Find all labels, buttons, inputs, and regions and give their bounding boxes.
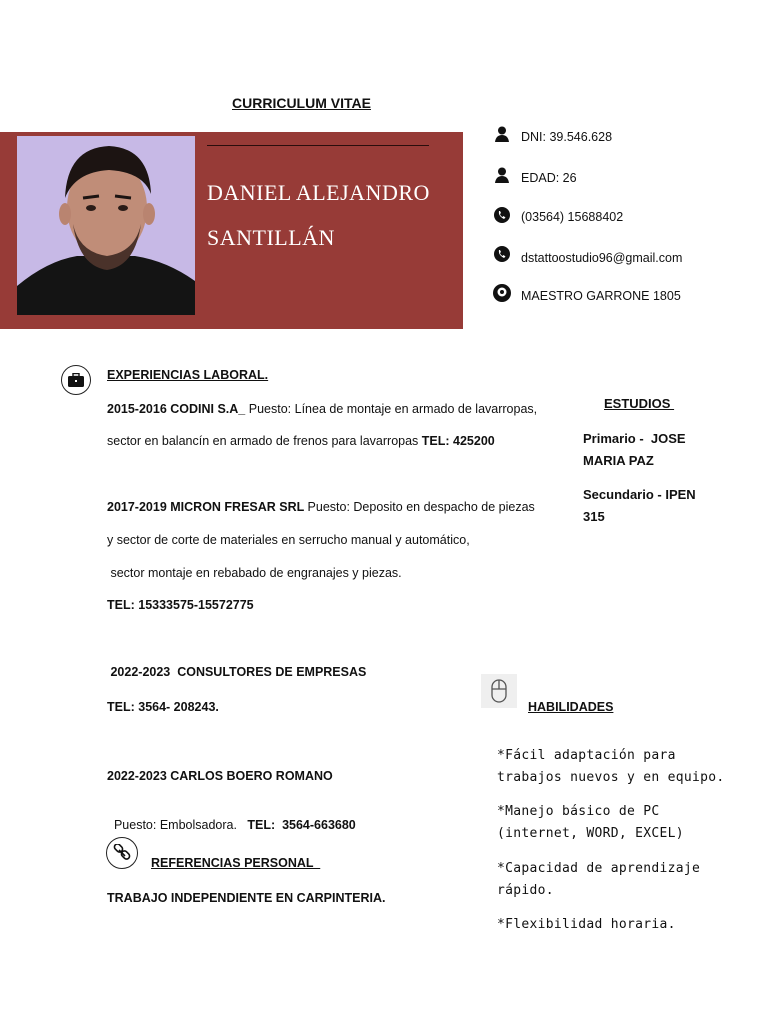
job4-line1: 2022-2023 CARLOS BOERO ROMANO xyxy=(107,769,333,783)
skill-2-line2: (internet, WORD, EXCEL) xyxy=(497,826,684,841)
job1-period-company: 2015-2016 CODINI S.A_ xyxy=(107,402,249,416)
page-title: CURRICULUM VITAE xyxy=(232,95,371,111)
person-icon xyxy=(495,167,509,188)
contact-age: EDAD: 26 xyxy=(521,171,577,185)
phone-icon xyxy=(494,207,510,228)
references-heading: REFERENCIAS PERSONAL xyxy=(151,856,321,870)
person-icon xyxy=(495,126,509,147)
job1-line2 xyxy=(107,434,495,448)
job3-line1: 2022-2023 CONSULTORES DE EMPRESAS xyxy=(107,665,367,679)
job1-role: Puesto: Línea de montaje en armado de lavarropas, xyxy=(248,402,538,416)
portrait-illustration xyxy=(17,136,195,315)
studies-secondary-2: 315 xyxy=(583,509,605,524)
studies-primary-1: Primario - JOSE xyxy=(583,431,686,446)
job2-line1 xyxy=(107,500,535,514)
profile-photo xyxy=(17,136,195,315)
name-last: SANTILLÁN xyxy=(207,225,335,250)
job3-tel: TEL: 3564- 208243. xyxy=(107,700,219,714)
skill-3-line1: *Capacidad de aprendizaje xyxy=(497,861,701,876)
name-divider xyxy=(207,145,429,146)
job1-tel: TEL: 425200 xyxy=(421,434,495,448)
job4-tel: TEL: 3564-663680 xyxy=(247,818,356,832)
skill-4: *Flexibilidad horaria. xyxy=(497,917,676,932)
studies-secondary-1: Secundario - IPEN xyxy=(583,487,696,502)
skill-2-line1: *Manejo básico de PC xyxy=(497,804,660,819)
job2-tel: TEL: 15333575-15572775 xyxy=(107,598,254,612)
mouse-icon xyxy=(481,674,517,708)
job4-line2 xyxy=(107,804,356,832)
skill-3-line2: rápido. xyxy=(497,883,554,898)
contact-phone: (03564) 15688402 xyxy=(521,210,624,224)
job2-line3: sector montaje en rebabado de engranajes y piezas. xyxy=(107,566,402,580)
references-text: TRABAJO INDEPENDIENTE EN CARPINTERIA. xyxy=(107,891,386,905)
location-pin-icon xyxy=(493,284,511,307)
job2-line2: y sector de corte de materiales en serrucho manual y automático, xyxy=(107,533,470,547)
chain-link-icon xyxy=(106,837,138,869)
skill-1-line1: *Fácil adaptación para xyxy=(497,748,676,763)
experience-heading: EXPERIENCIAS LABORAL. xyxy=(107,368,269,382)
job1-line1 xyxy=(107,402,537,416)
studies-heading: ESTUDIOS xyxy=(604,396,675,411)
skills-heading: HABILIDADES xyxy=(528,700,614,714)
contact-dni: DNI: 39.546.628 xyxy=(521,130,613,144)
phone-icon xyxy=(494,246,510,267)
studies-primary-2: MARIA PAZ xyxy=(583,453,654,468)
job4-role: Puesto: Embolsadora. xyxy=(113,818,248,832)
contact-address: MAESTRO GARRONE 1805 xyxy=(521,289,681,303)
skill-1-line2: trabajos nuevos y en equipo. xyxy=(497,770,725,785)
job1-role-cont: sector en balancín en armado de frenos para lavarropas xyxy=(107,434,422,448)
briefcase-icon xyxy=(61,365,91,395)
name-first: DANIEL ALEJANDRO xyxy=(207,180,430,205)
job2-role: Puesto: Deposito en despacho de piezas xyxy=(307,500,535,514)
contact-email[interactable]: dstattoostudio96@gmail.com xyxy=(521,251,683,265)
job2-period-company: 2017-2019 MICRON FRESAR SRL xyxy=(107,500,308,514)
